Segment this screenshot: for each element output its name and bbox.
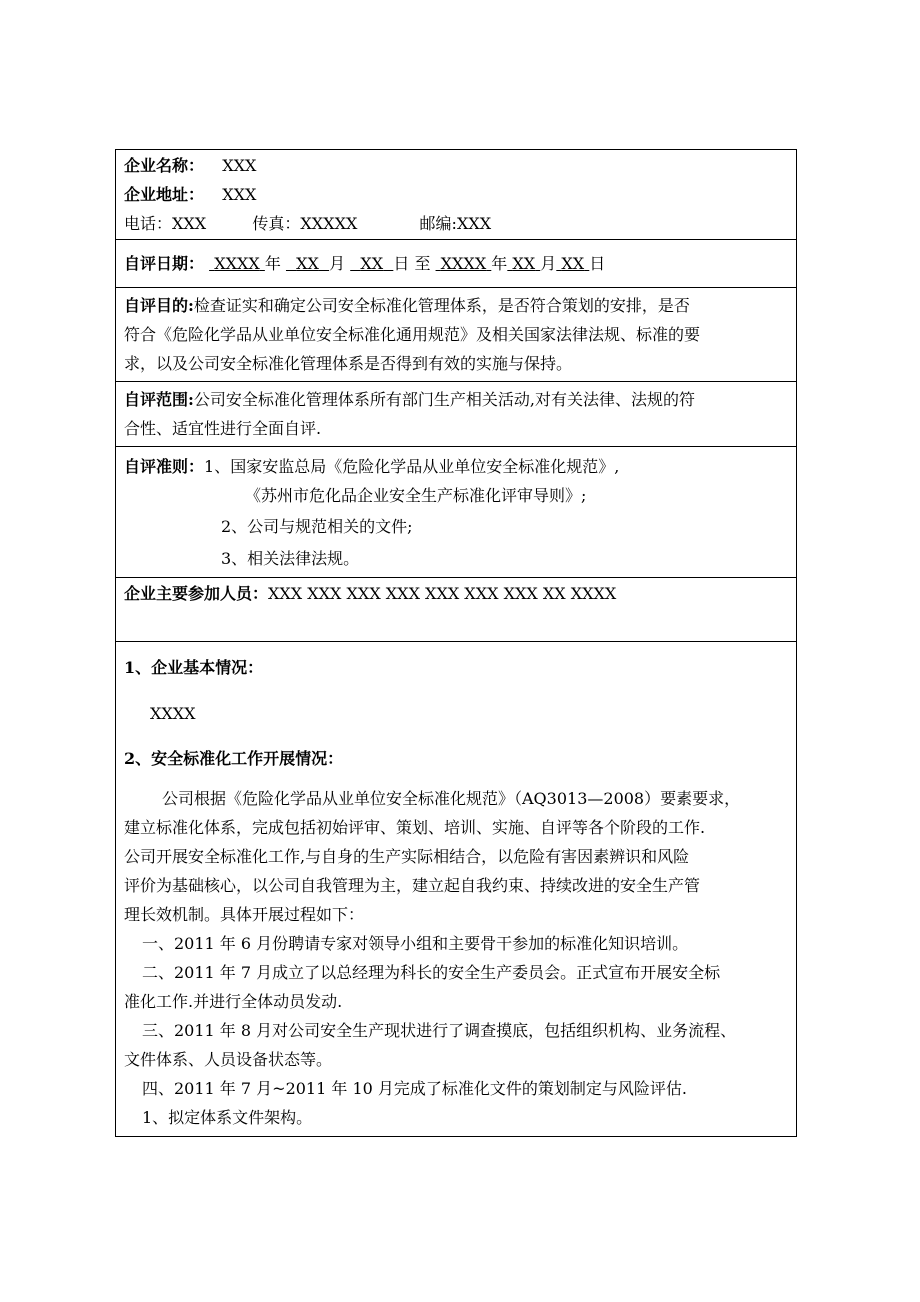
company-name-label: 企业名称： (124, 156, 205, 175)
company-name-line (124, 151, 788, 180)
day-char: 日 (393, 254, 410, 273)
to-day: XX (561, 254, 585, 273)
date-section (116, 240, 796, 288)
company-address-label: 企业地址： (124, 185, 205, 204)
self-assessment-form (115, 149, 797, 1137)
purpose-text-1: 检查证实和确定公司安全标准化管理体系，是否符合策划的安排，是否 (193, 296, 690, 315)
scope-text-2: 合性、适宜性进行全面自评. (124, 419, 322, 438)
body-line: 公司根据《危险化学品从业单位安全标准化规范》（AQ3013—2008）要素要求， (162, 789, 741, 808)
phone-value: XXX (172, 214, 207, 233)
criteria-item-3: 3、相关法律法规。 (221, 549, 360, 568)
body-line: 三、2011 年 8 月对公司安全生产现状进行了调查摸底，包括组织机构、业务流程、 (142, 1021, 737, 1040)
body-line: 理长效机制。具体开展过程如下： (124, 905, 365, 924)
scope-label: 自评范围: (124, 390, 194, 409)
from-month: XX (296, 254, 319, 273)
to-year: XXXX (440, 254, 487, 273)
body-line: 公司开展安全标准化工作,与自身的生产实际相结合，以危险有害因素辨识和风险 (124, 847, 690, 866)
criteria-item-1-line-2: 《苏州市危化品企业安全生产标准化评审导则》; (245, 486, 587, 505)
criteria-label: 自评准则： (124, 457, 205, 476)
section-1-text: XXXX (150, 704, 196, 723)
main-body-section (116, 642, 796, 1136)
scope-text-1: 公司安全标准化管理体系所有部门生产相关活动,对有关法律、法规的符 (193, 390, 696, 409)
criteria-item-2: 2、公司与规范相关的文件; (221, 517, 413, 536)
body-line: 评价为基础核心，以公司自我管理为主，建立起自我约束、持续改进的安全生产管 (124, 876, 701, 895)
body-line: 文件体系、人员设备状态等。 (124, 1050, 333, 1069)
purpose-label: 自评目的: (124, 296, 194, 315)
section-2-body (124, 784, 788, 1132)
to-label: 至 (414, 254, 431, 273)
participants-section (116, 578, 796, 642)
section-2-heading: 2、安全标准化工作开展情况： (124, 749, 344, 768)
postcode-value: XXX (456, 214, 492, 233)
company-info-section (116, 150, 796, 240)
section-1-heading: 1、企业基本情况： (124, 658, 264, 677)
participants-value: XXX XXX XXX XXX XXX XXX XXX XX XXXX (268, 584, 617, 603)
to-month: XX (512, 254, 536, 273)
body-line: 二、2011 年 7 月成立了以总经理为科长的安全生产委员会。正式宣布开展安全标 (142, 963, 721, 982)
company-address-line (124, 180, 788, 209)
from-year: XXXX (214, 254, 260, 273)
body-line: 准化工作.并进行全体动员发动. (124, 992, 343, 1011)
phone-label: 电话： (124, 214, 173, 233)
postcode-label: 邮编: (419, 214, 457, 233)
body-line: 四、2011 年 7 月~2011 年 10 月完成了标准化文件的策划制定与风险评估. (142, 1079, 687, 1098)
month-char: 月 (329, 254, 346, 273)
fax-value: XXXXX (300, 214, 358, 233)
criteria-item-1-line-1: 1、国家安监总局《危险化学品从业单位安全标准化规范》, (204, 457, 620, 476)
scope-section (116, 382, 796, 447)
body-line: 建立标准化体系，完成包括初始评审、策划、培训、实施、自评等各个阶段的工作. (124, 818, 706, 837)
body-line: 一、2011 年 6 月份聘请专家对领导小组和主要骨干参加的标准化知识培训。 (142, 934, 689, 953)
participants-label: 企业主要参加人员： (124, 584, 269, 603)
date-line: 自评日期： XXXX 年 XX 月 XX 日 至 XXXX 年 XX 月 XX 日 (124, 254, 606, 273)
from-day: XX (360, 254, 384, 273)
company-address-value: XXX (222, 185, 257, 204)
company-name-value: XXX (222, 156, 257, 175)
purpose-section (116, 288, 796, 382)
purpose-text-3: 求，以及公司安全标准化管理体系是否得到有效的实施与保持。 (124, 354, 573, 373)
body-line: 1、拟定体系文件架构。 (142, 1108, 313, 1127)
purpose-text-2: 符合《危险化学品从业单位安全标准化通用规范》及相关国家法律法规、标准的要 (124, 325, 701, 344)
date-label: 自评日期： (124, 254, 205, 273)
criteria-section (116, 447, 796, 578)
contact-line (124, 209, 788, 238)
year-char: 年 (264, 254, 281, 273)
fax-label: 传真： (252, 214, 301, 233)
